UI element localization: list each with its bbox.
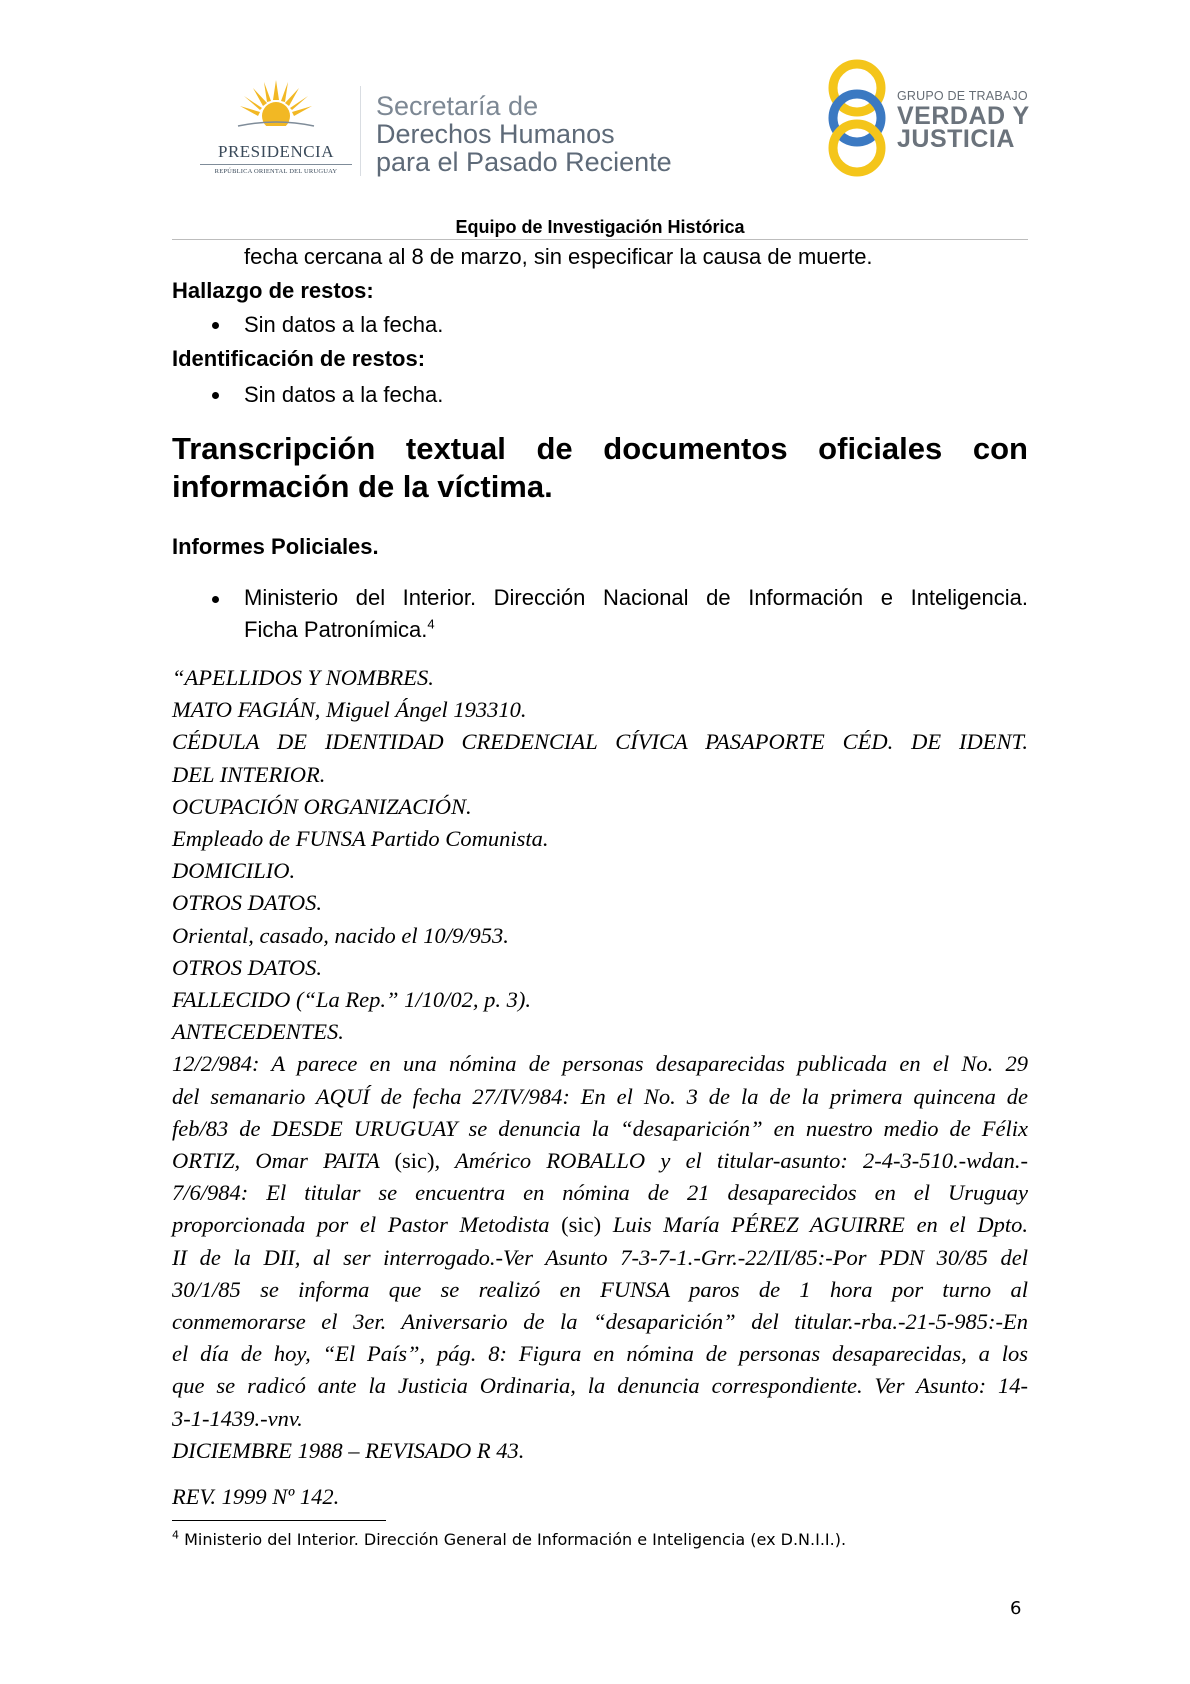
ministerio-item (244, 582, 1028, 646)
transcript-line: OTROS DATOS. (172, 890, 323, 916)
footnote-separator (172, 1520, 386, 1521)
presidencia-wordmark: PRESIDENCIA (217, 142, 334, 161)
footnote-ref[interactable]: 4 (427, 616, 435, 632)
transcript-line: Oriental, casado, nacido el 10/9/953. (172, 922, 509, 948)
transcript-line (172, 1209, 1028, 1241)
verdad-label: VERDAD Y (897, 102, 1030, 130)
transcript-line: Empleado de FUNSA Partido Comunista. (172, 826, 549, 852)
justicia-label: JUSTICIA (897, 125, 1015, 153)
transcript-line: feb/83 de DESDE URUGUAY se denuncia la “desaparición” en nuestro medio de Félix (172, 1115, 1028, 1141)
informes-label: Informes Policiales. (172, 534, 379, 559)
transcript-line: 30/1/85 se informa que se realizó en FUNSA paros de 1 hora por turno al (172, 1276, 1028, 1302)
intro-line: fecha cercana al 8 de marzo, sin especificar la causa de muerte. (244, 244, 873, 269)
secretaria-logo-text (376, 92, 716, 176)
grupo-trabajo-label: GRUPO DE TRABAJO (897, 89, 1028, 103)
presidencia-logo (196, 78, 356, 174)
transcript-fragment: ORTIZ, Omar PAITA (172, 1148, 380, 1174)
logo-divider (200, 164, 352, 165)
section-heading-line-2: información de la víctima. (172, 469, 553, 504)
transcript-line: “APELLIDOS Y NOMBRES. (172, 665, 434, 690)
bullet-icon (212, 392, 219, 399)
verdad-justicia-logo (822, 56, 1032, 180)
identificacion-item: Sin datos a la fecha. (244, 382, 444, 407)
transcript-line: DICIEMBRE 1988 – REVISADO R 43. (172, 1437, 525, 1463)
header-rule (172, 239, 1028, 240)
transcript-line: DEL INTERIOR. (172, 761, 326, 787)
transcript-line: el día de hoy, “El País”, pág. 8: Figura en nómina de personas desaparecidas, a los (172, 1341, 1028, 1367)
transcript-block (172, 662, 1028, 1467)
transcript-line: OTROS DATOS. (172, 954, 323, 980)
transcript-line: que se radicó ante la Justicia Ordinaria, la denuncia correspondiente. Ver Asunto: 14- (172, 1373, 1028, 1399)
sic-note: (sic) (561, 1212, 602, 1238)
hallazgo-item: Sin datos a la fecha. (244, 312, 444, 337)
interlocked-rings-icon (822, 56, 892, 180)
section-heading-line-1: Transcripción textual de documentos oficiales con (172, 431, 1028, 466)
hallazgo-label: Hallazgo de restos: (172, 278, 374, 303)
ministerio-line-1: Ministerio del Interior. Dirección Nacional de Información e Inteligencia. (244, 585, 1028, 610)
header-divider (360, 86, 361, 176)
sic-note: (sic) (394, 1148, 435, 1174)
identificacion-label: Identificación de restos: (172, 346, 426, 371)
footnote-number: 4 (172, 1528, 179, 1542)
page-number: 6 (1010, 1598, 1022, 1619)
transcript-fragment: proporcionada por el Pastor Metodista (172, 1212, 550, 1238)
sun-emblem-icon (236, 78, 316, 142)
transcript-line: II de la DII, al ser interrogado.-Ver Asunto 7-3-7-1.-Grr.-22/II/85:-Por PDN 30/85 del (172, 1244, 1028, 1270)
transcript-fragment: Luis María PÉREZ AGUIRRE en el Dpto. (612, 1212, 1029, 1238)
bullet-icon (212, 322, 219, 329)
page-subheader: Equipo de Investigación Histórica (455, 217, 745, 237)
transcript-line: del semanario AQUÍ de fecha 27/IV/984: En el No. 3 de la de la primera quincena de (172, 1083, 1028, 1109)
transcript-line: CÉDULA DE IDENTIDAD CREDENCIAL CÍVICA PASAPORTE CÉD. DE IDENT. (172, 729, 1028, 755)
bullet-icon (212, 596, 219, 603)
transcript-line: conmemorarse el 3er. Aniversario de la “desaparición” del titular.-rba.-21-5-985:-En (172, 1309, 1028, 1335)
rev-line: REV. 1999 Nº 142. (172, 1484, 340, 1509)
presidencia-subtext: REPÚBLICA ORIENTAL DEL URUGUAY (214, 168, 338, 175)
secretaria-line-2: Derechos Humanos (376, 119, 615, 149)
transcript-fragment: , Américo ROBALLO y el titular-asunto: 2-4-3-510.-wdan.- (434, 1148, 1028, 1174)
section-heading (172, 430, 1028, 506)
transcript-line: MATO FAGIÁN, Miguel Ángel 193310. (172, 697, 527, 723)
transcript-line: DOMICILIO. (172, 858, 296, 884)
transcript-line (172, 1145, 1028, 1177)
transcript-line: 7/6/984: El titular se encuentra en nómina de 21 desaparecidos en el Uruguay (172, 1180, 1028, 1206)
secretaria-line-1: Secretaría de (376, 91, 539, 121)
transcript-line: 3-1-1439.-vnv. (172, 1405, 303, 1431)
transcript-line: FALLECIDO (“La Rep.” 1/10/02, p. 3). (172, 987, 531, 1013)
transcript-line: 12/2/984: A parece en una nómina de personas desaparecidas publicada en el No. 29 (172, 1051, 1028, 1077)
transcript-line: OCUPACIÓN ORGANIZACIÓN. (172, 793, 472, 819)
footnote (172, 1530, 846, 1549)
footnote-text: Ministerio del Interior. Dirección General de Información e Inteligencia (ex D.N.I.I.). (179, 1530, 847, 1549)
secretaria-line-3: para el Pasado Reciente (376, 147, 672, 177)
ministerio-line-2: Ficha Patronímica. (244, 617, 428, 642)
transcript-line: ANTECEDENTES. (172, 1019, 344, 1045)
